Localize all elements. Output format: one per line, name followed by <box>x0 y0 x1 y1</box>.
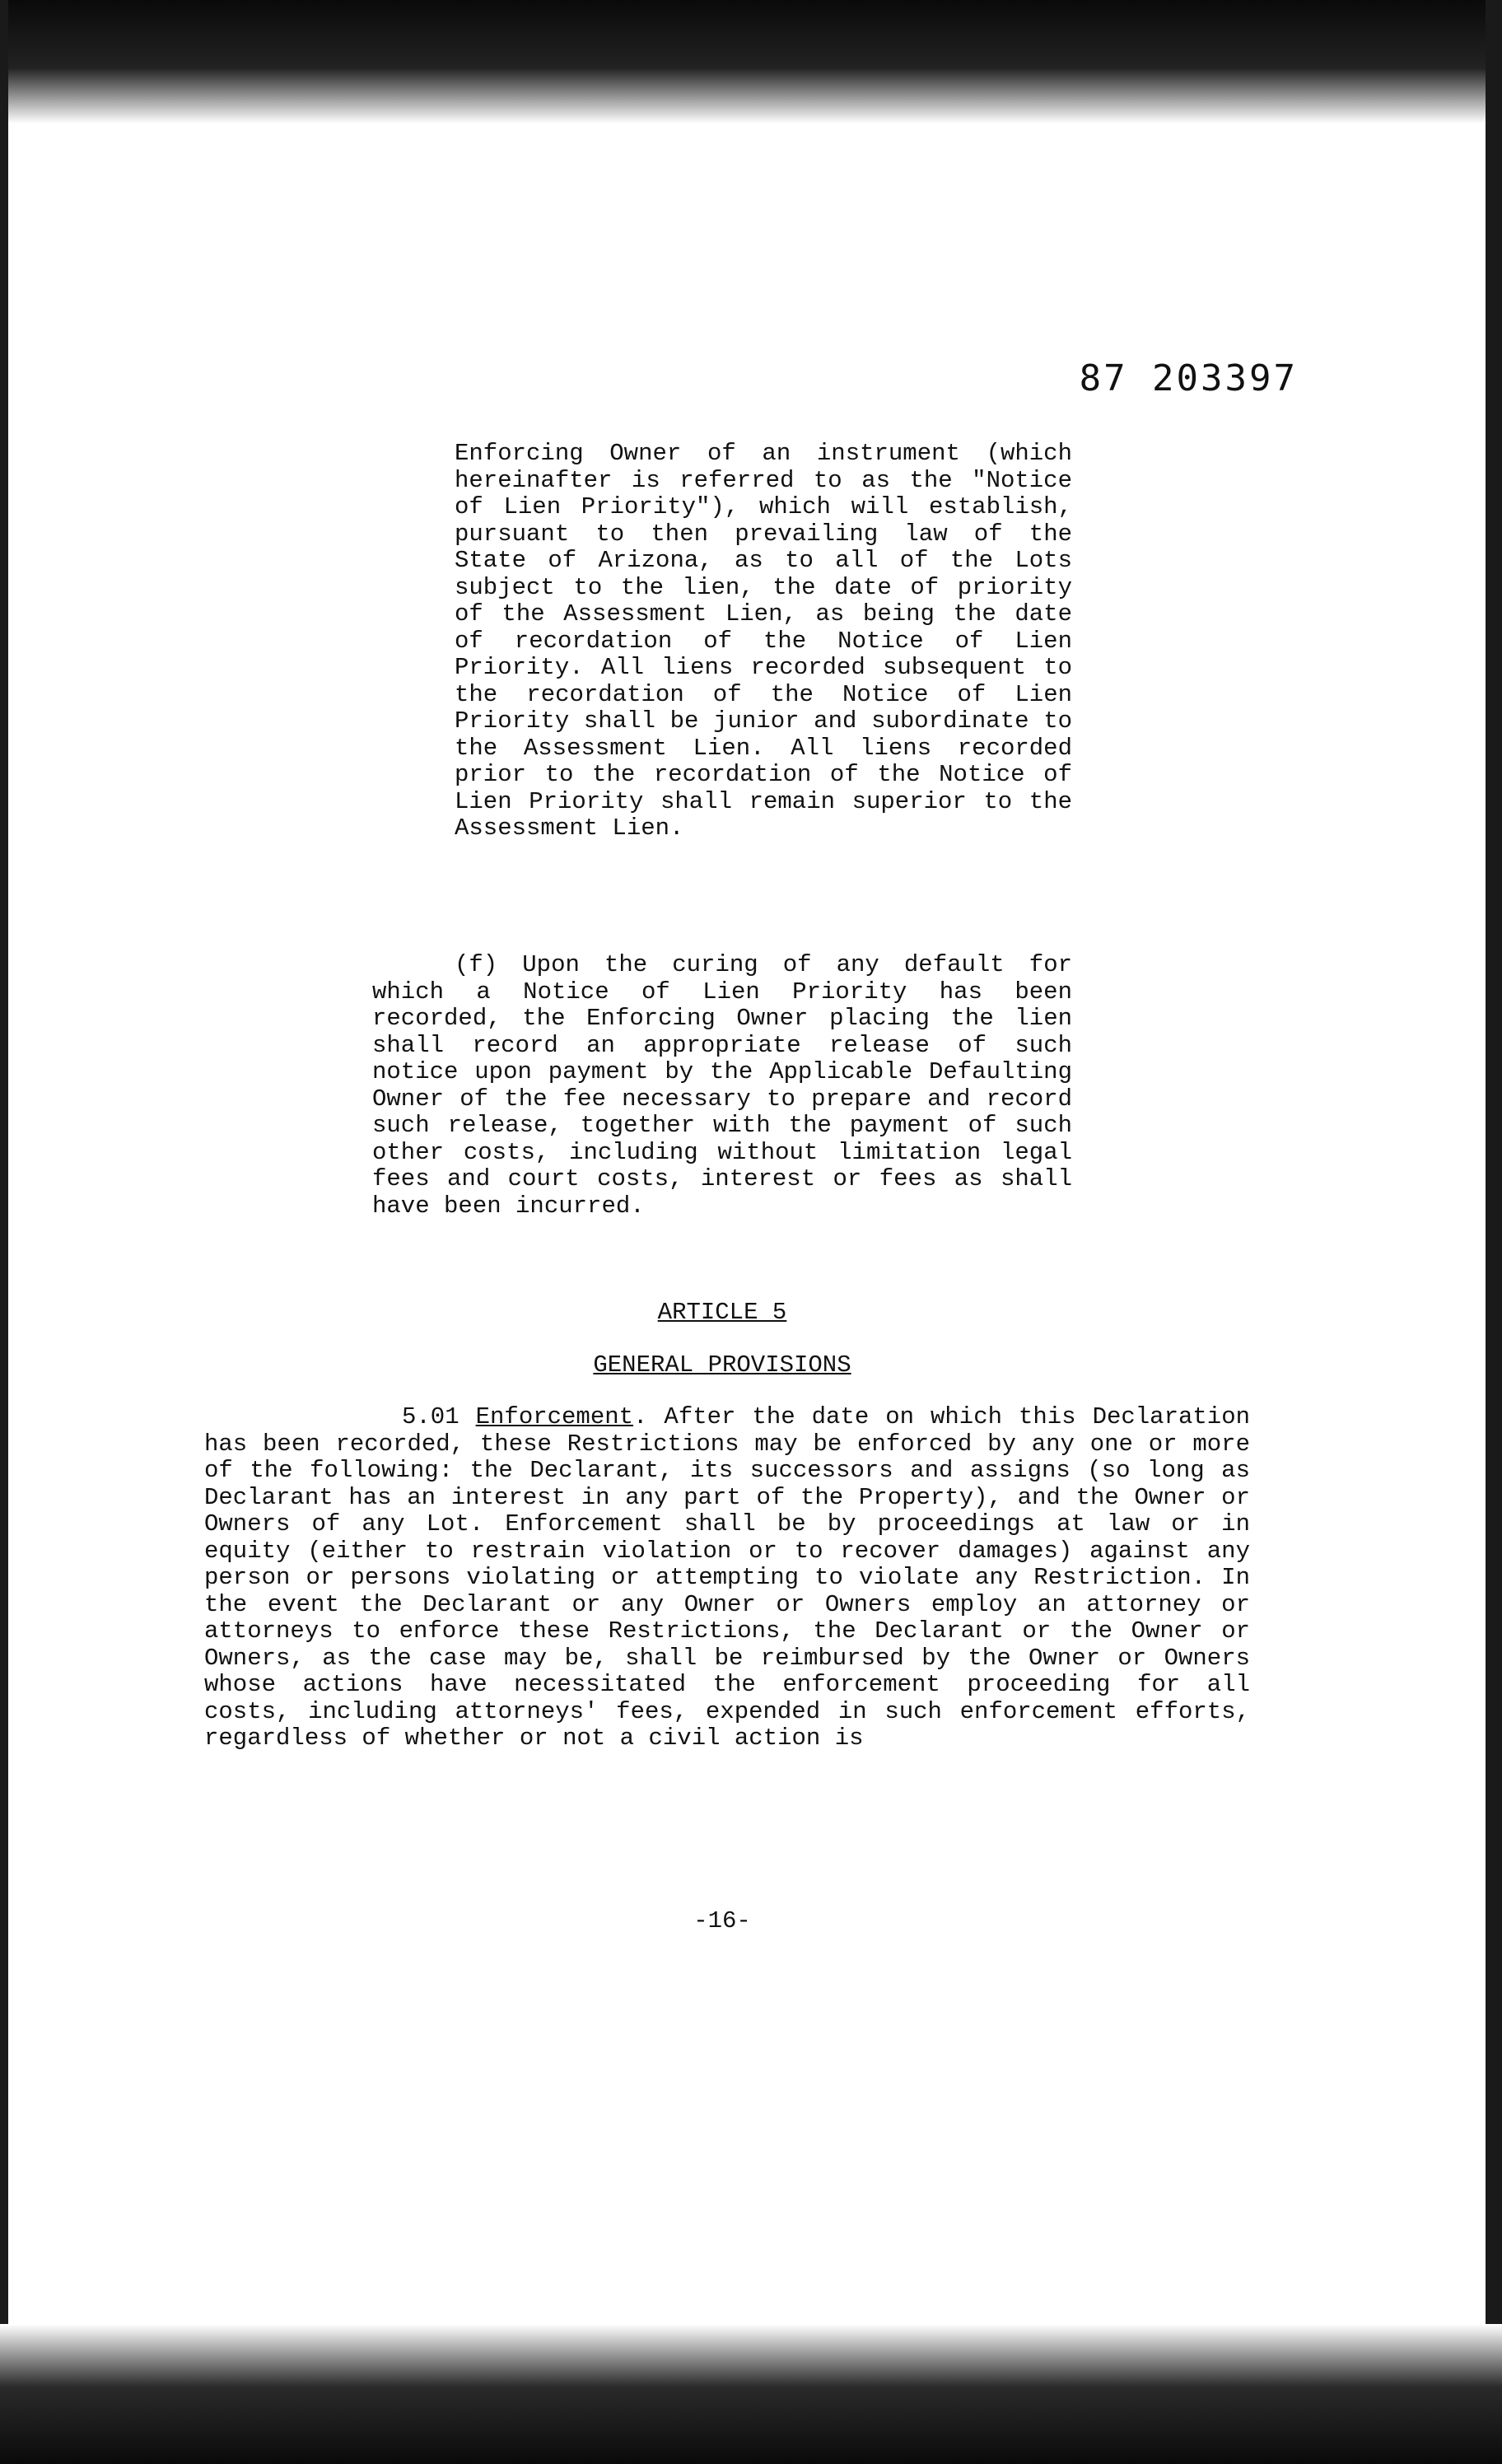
section-number: 5.01 <box>402 1403 459 1430</box>
scan-border-left <box>0 0 8 2464</box>
scan-border-bottom <box>0 2324 1502 2464</box>
recording-number: 87 203397 <box>1079 357 1298 399</box>
article-title-heading <box>372 1352 1072 1379</box>
section-5-01 <box>204 1404 1250 1752</box>
paragraph-lien-priority-text: Enforcing Owner of an instrument (which hereinafter is referred to as the "Notice of Lien Priority"), which will establish, pursuant to then prevailing law of the State of Arizona, as to all of the Lots subject to the lien, the date of priority of the Assessment Lien, as being the date of recordation of the Notice of Lien Priority. All liens recorded subsequent to the recordation of the Notice of Lien Priority shall be junior and subordinate to the Assessment Lien. All liens recorded prior to the recordation of the Notice of Lien Priority shall remain superior to the Assessment Lien. <box>455 440 1072 842</box>
page-number: -16- <box>693 1907 751 1934</box>
article-number: ARTICLE 5 <box>657 1299 787 1326</box>
article-title: GENERAL PROVISIONS <box>593 1351 851 1379</box>
section-text: . After the date on which this Declaration has been recorded, these Restrictions may be enforced by any one or more of the following: the Declarant, its successors and assigns (so long as Declarant has an interest in any part of the Property), and the Owner or Owners of any Lot. Enforcement shall be by proceedings at law or in equity (either to restrain violation or to recover damages) against any person or persons violating or attempting to violate any Restriction. In the event the Declarant or any Owner or Owners employ an attorney or attorneys to enforce these Restrictions, the Declarant or the Owner or Owners, as the case may be, shall be reimbursed by the Owner or Owners whose actions have necessitated the enforcement proceeding for all costs, including attorneys' fees, expended in such enforcement efforts, regardless of whether or not a civil action is <box>204 1403 1250 1752</box>
paragraph-lien-priority <box>455 441 1072 842</box>
article-heading <box>372 1300 1072 1326</box>
paragraph-f-release <box>372 952 1072 1220</box>
section-heading: Enforcement <box>475 1403 634 1430</box>
scan-border-right <box>1486 0 1502 2464</box>
scan-border-top <box>0 0 1502 124</box>
paragraph-f-text: (f) Upon the curing of any default for which a Notice of Lien Priority has been recorded, the Enforcing Owner placing the lien shall record an appropriate release of such notice upon payment by the Applicable Defaulting Owner of the fee necessary to prepare and record such release, together with the payment of such other costs, including without limitation legal fees and court costs, interest or fees as shall have been incurred. <box>372 951 1072 1220</box>
